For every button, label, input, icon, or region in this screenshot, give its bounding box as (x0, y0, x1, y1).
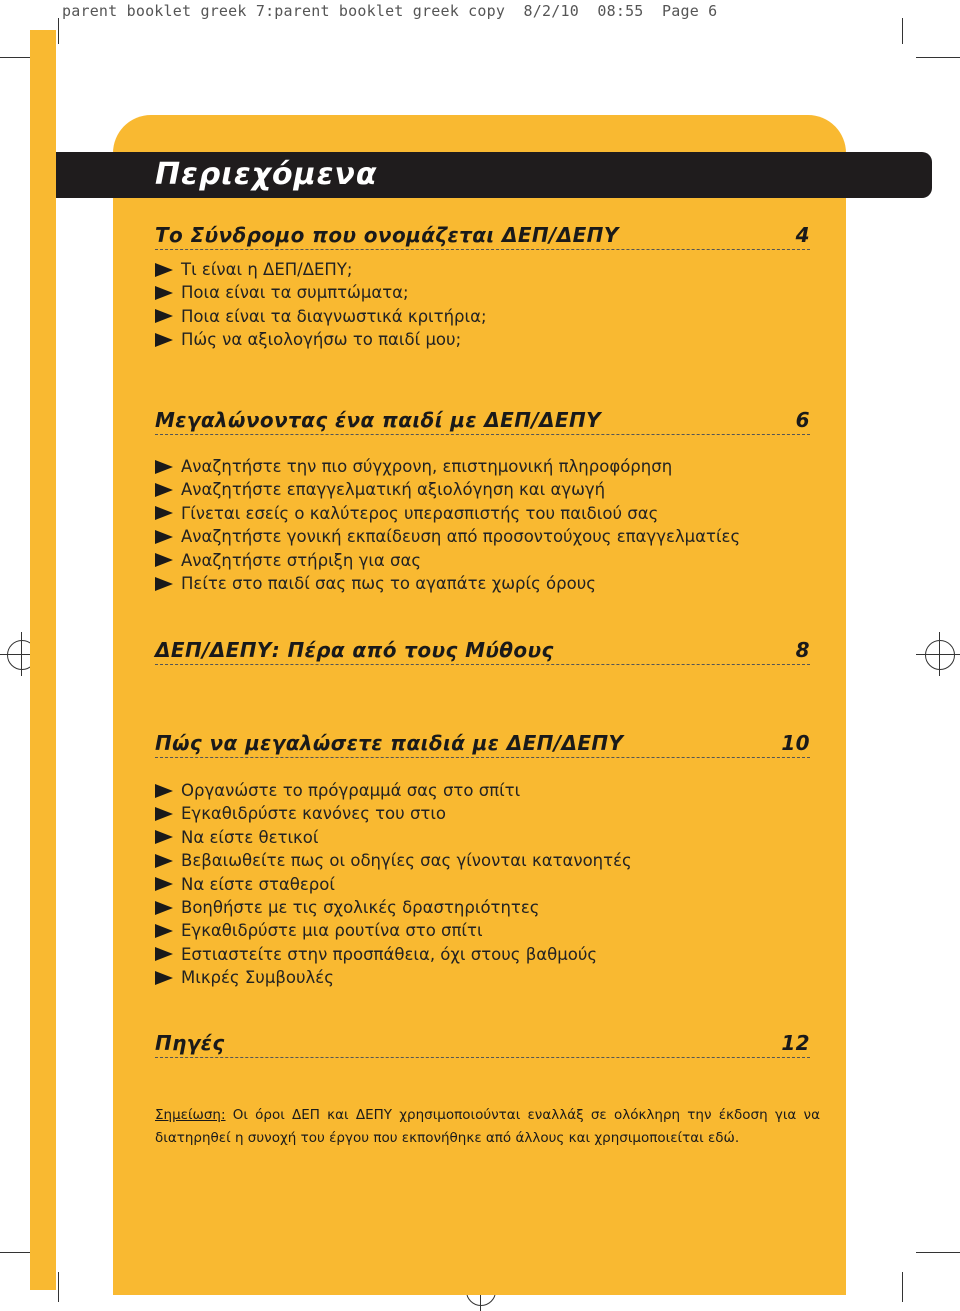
list-item: Αναζητήστε γονική εκπαίδευση από προσοντούχους επαγγελματίες (155, 525, 740, 548)
list-item: Τι είναι η ΔΕΠ/ΔΕΠΥ; (155, 258, 487, 281)
toc-section-heading[interactable] (155, 731, 810, 758)
arrow-bullet-icon (155, 807, 173, 821)
crop-mark (902, 18, 903, 44)
list-item: Γίνεται εσείς ο καλύτερος υπερασπιστής του παιδιού σας (155, 502, 740, 525)
arrow-bullet-icon (155, 483, 173, 497)
arrow-bullet-icon (155, 460, 173, 474)
arrow-bullet-icon (155, 286, 173, 300)
arrow-bullet-icon (155, 784, 173, 798)
list-item: Αναζητήστε την πιο σύγχρονη, επιστημονική πληροφόρηση (155, 455, 740, 478)
list-item: Εγκαθιδρύστε κανόνες του στιο (155, 802, 632, 825)
toc-list (155, 455, 740, 595)
arrow-bullet-icon (155, 553, 173, 567)
footnote (155, 1104, 820, 1150)
arrow-bullet-icon (155, 947, 173, 961)
arrow-bullet-icon (155, 971, 173, 985)
crop-mark (916, 57, 960, 58)
list-item: Αναζητήστε στήριξη για σας (155, 549, 740, 572)
section-page-number: 8 (795, 638, 810, 662)
footnote-label: Σημείωση: (155, 1107, 226, 1123)
arrow-bullet-icon (155, 309, 173, 323)
arrow-bullet-icon (155, 333, 173, 347)
list-item: Πώς να αξιολογήσω το παιδί μου; (155, 328, 487, 351)
section-title: Πηγές (155, 1031, 225, 1055)
arrow-bullet-icon (155, 901, 173, 915)
page-title: Περιεχόμενα (155, 157, 378, 192)
section-title: ΔΕΠ/ΔΕΠΥ: Πέρα από τους Μύθους (155, 638, 554, 662)
registration-mark (916, 654, 960, 655)
registration-mark (21, 632, 22, 676)
section-page-number: 6 (795, 408, 810, 432)
list-item: Να είστε θετικοί (155, 826, 632, 849)
arrow-bullet-icon (155, 830, 173, 844)
list-item: Εστιαστείτε στην προσπάθεια, όχι στους βαθμούς (155, 943, 632, 966)
footnote-text: Οι όροι ΔΕΠ και ΔΕΠΥ χρησιμοποιούνται εναλλάξ σε ολόκληρη την έκδοση για να διατηρηθεί η συνοχή του έργου που εκπονήθηκε από άλλους και χρησιμοποιείται εδώ. (155, 1107, 820, 1146)
toc-section-heading[interactable] (155, 638, 810, 665)
list-item: Αναζητήστε επαγγελματική αξιολόγηση και αγωγή (155, 478, 740, 501)
left-color-strip (30, 30, 56, 1290)
print-slug: parent booklet greek 7:parent booklet greek copy 8/2/10 08:55 Page 6 (62, 2, 718, 20)
section-title: Το Σύνδρομο που ονομάζεται ΔΕΠ/ΔΕΠΥ (155, 223, 619, 247)
list-item: Οργανώστε το πρόγραμμά σας στο σπίτι (155, 779, 632, 802)
list-item: Μικρές Συμβουλές (155, 966, 632, 989)
crop-mark (58, 1272, 59, 1302)
list-item: Βεβαιωθείτε πως οι οδηγίες σας γίνονται κατανοητές (155, 849, 632, 872)
arrow-bullet-icon (155, 877, 173, 891)
registration-mark (939, 632, 940, 676)
arrow-bullet-icon (155, 530, 173, 544)
registration-mark (925, 640, 955, 670)
crop-mark (58, 18, 59, 44)
arrow-bullet-icon (155, 506, 173, 520)
list-item: Πείτε στο παιδί σας πως το αγαπάτε χωρίς όρους (155, 572, 740, 595)
arrow-bullet-icon (155, 577, 173, 591)
section-page-number: 12 (781, 1031, 810, 1055)
arrow-bullet-icon (155, 854, 173, 868)
section-title: Μεγαλώνοντας ένα παιδί με ΔΕΠ/ΔΕΠΥ (155, 408, 602, 432)
toc-section-heading[interactable] (155, 408, 810, 435)
toc-section-heading[interactable] (155, 1031, 810, 1058)
arrow-bullet-icon (155, 263, 173, 277)
list-item: Βοηθήστε με τις σχολικές δραστηριότητες (155, 896, 632, 919)
arrow-bullet-icon (155, 924, 173, 938)
section-title: Πώς να μεγαλώσετε παιδιά με ΔΕΠ/ΔΕΠΥ (155, 731, 624, 755)
list-item: Εγκαθιδρύστε μια ρουτίνα στο σπίτι (155, 919, 632, 942)
list-item: Να είστε σταθεροί (155, 873, 632, 896)
list-item: Ποια είναι τα διαγνωστικά κριτήρια; (155, 305, 487, 328)
crop-mark (902, 1272, 903, 1302)
toc-list (155, 258, 487, 352)
toc-list (155, 779, 632, 990)
toc-section-heading[interactable] (155, 223, 810, 250)
crop-mark (916, 1252, 960, 1253)
list-item: Ποια είναι τα συμπτώματα; (155, 281, 487, 304)
section-page-number: 4 (795, 223, 810, 247)
section-page-number: 10 (781, 731, 810, 755)
